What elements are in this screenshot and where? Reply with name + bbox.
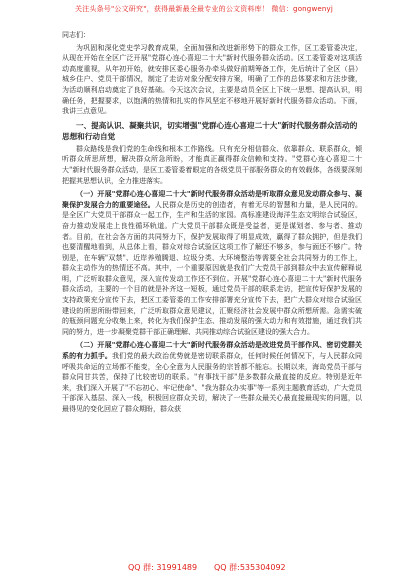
subsection-2-lead: （二）开展"党群心连心喜迎二十大"新时代服务群众活动是改进党员干部作风、密切党群关系的有力抓手。 [62,341,362,361]
subsection-1-body: 人民群众是历史的创造者，有着无尽的智慧和力量，是人民同的。是全区广大党员干部群众一起工作，生产和生活的家园。高标准建设海洋生态文明综合试验区，奋力推动发展走上良性循环轨道。广大党员干部群众既是受益者，更是谋划者、参与者、推动者。目前，在社会各方面的共同努力下，保护发展取得了明显成效，赢得了群众拥护，但是我们也要清醒地看到，从总体上看，群众对综合试验区这项工作了解还不够多，参与面还不够广。特别是，在车辆"双禁"、近岸养殖腾退、垃圾分类、大环境整治等需要全社会共同努力的工作上，群众主动作为的热情还不高。其中，一个重要原因就是我们广大党员干部到群众中去宣传解释说明，广泛听取群众意见，深入宣传发动工作还不到位。开展"党群心连心喜迎二十大"新时代服务群众活动，主要的一个目的就是补齐这一短板，通过党员干部的联系走访，把宣传好保护发展的支持政策充分宣传下去，把区工委管委的工作安排部署充分宣传下去，把广大群众对综合试验区建设的所思所盼带回来，广泛听取群众意见建议，汇聚经济社会发展中群众所想所需。急需实破的瓶颈问题充分收集上来，转化为我们保护生态、推动发展的强大动力和有效措施，通过我们共同的努力，进一步凝聚党群干部正确理解、共同推动综合试验区建设的强大合力。 [62,200,363,336]
footer-qq-group-1: QQ 群: 31991489 [128,563,198,572]
subsection-1 [62,189,362,337]
section-heading-1: 一、提高认识、凝聚共识，切实增强"党群心连心喜迎二十大"新时代服务群众活动的思想和行动自觉 [62,120,358,141]
subsection-2 [62,340,362,414]
subsection-1-lead: （一）开展"党群心连心喜迎二十大"新时代服务群众活动是听取群众意见发动群众参与、凝聚保护发展合力的重要途径。 [62,190,362,209]
subsection-2-body: 我们党的最大政治优势就是密切联系群众，任何时候任何情况下，与人民群众同呼吸共命运的立场都不能变，全心全意为人民服务的宗旨都不能忘。长期以来，海岛党员干部与群众同甘共苦，保持了比较密切的联系。"有事找干部"是多数群众最直接的反应。特别是近年来，我们深入开展了"不忘初心、牢记使命"、"我为群众办实事"等一系列主题教育活动，广大党员干部深入基层、深入一线，积极回应群众关切，解决了一些群众最关心最直接最现实的问题，以最得见的变化回应了群众期盼，群众获 [62,352,363,413]
header-banner: 关注头条号"公文研究"，获得最新最全最专业的公文资料库！ 微信：gongwenyj [74,5,334,13]
document-body [62,30,362,415]
section-1-paragraph: 群众路线是我们党的生命线和根本工作路线。只有充分相信群众、依靠群众、联系群众，倾听群众所思所想，解决群众所急所盼，才能真正赢得群众信赖和支持。"党群心连心喜迎二十大"新时代服务群众活动，是区工委管委着眼定的各级党员干部服务群众的有效载体，各级要深刻把握其思想认识，全力推进落实。 [62,144,362,185]
footer-qq-group-2: QQ 群:535304092 [214,563,286,572]
intro-paragraph: 为巩固和深化党史学习教育成果，全面加强和改进新形势下的群众工作，区工委管委决定，从现在开始在全区广泛开展"党群心连心喜迎二十大"新时代服务群众活动。区工委管委对这项活动高度重视，从年初开始，就安排区委心服务办牵头做好前期筹备工作，先后统计了全区（县）城乡住户、党员干部情况，制定了走访对象分配安排方案，明确了工作的总体要求和方法步骤，为活动顺利启动奠定了良好基础。今天这次会议，主要是动员全区上下统一思想、提高认识，明确任务，把握要求，以饱满的热情和扎实的作风坚定不移地开展好新时代服务群众活动。下面，我讲三点意见。 [62,43,362,116]
salutation: 同志们： [62,31,90,39]
